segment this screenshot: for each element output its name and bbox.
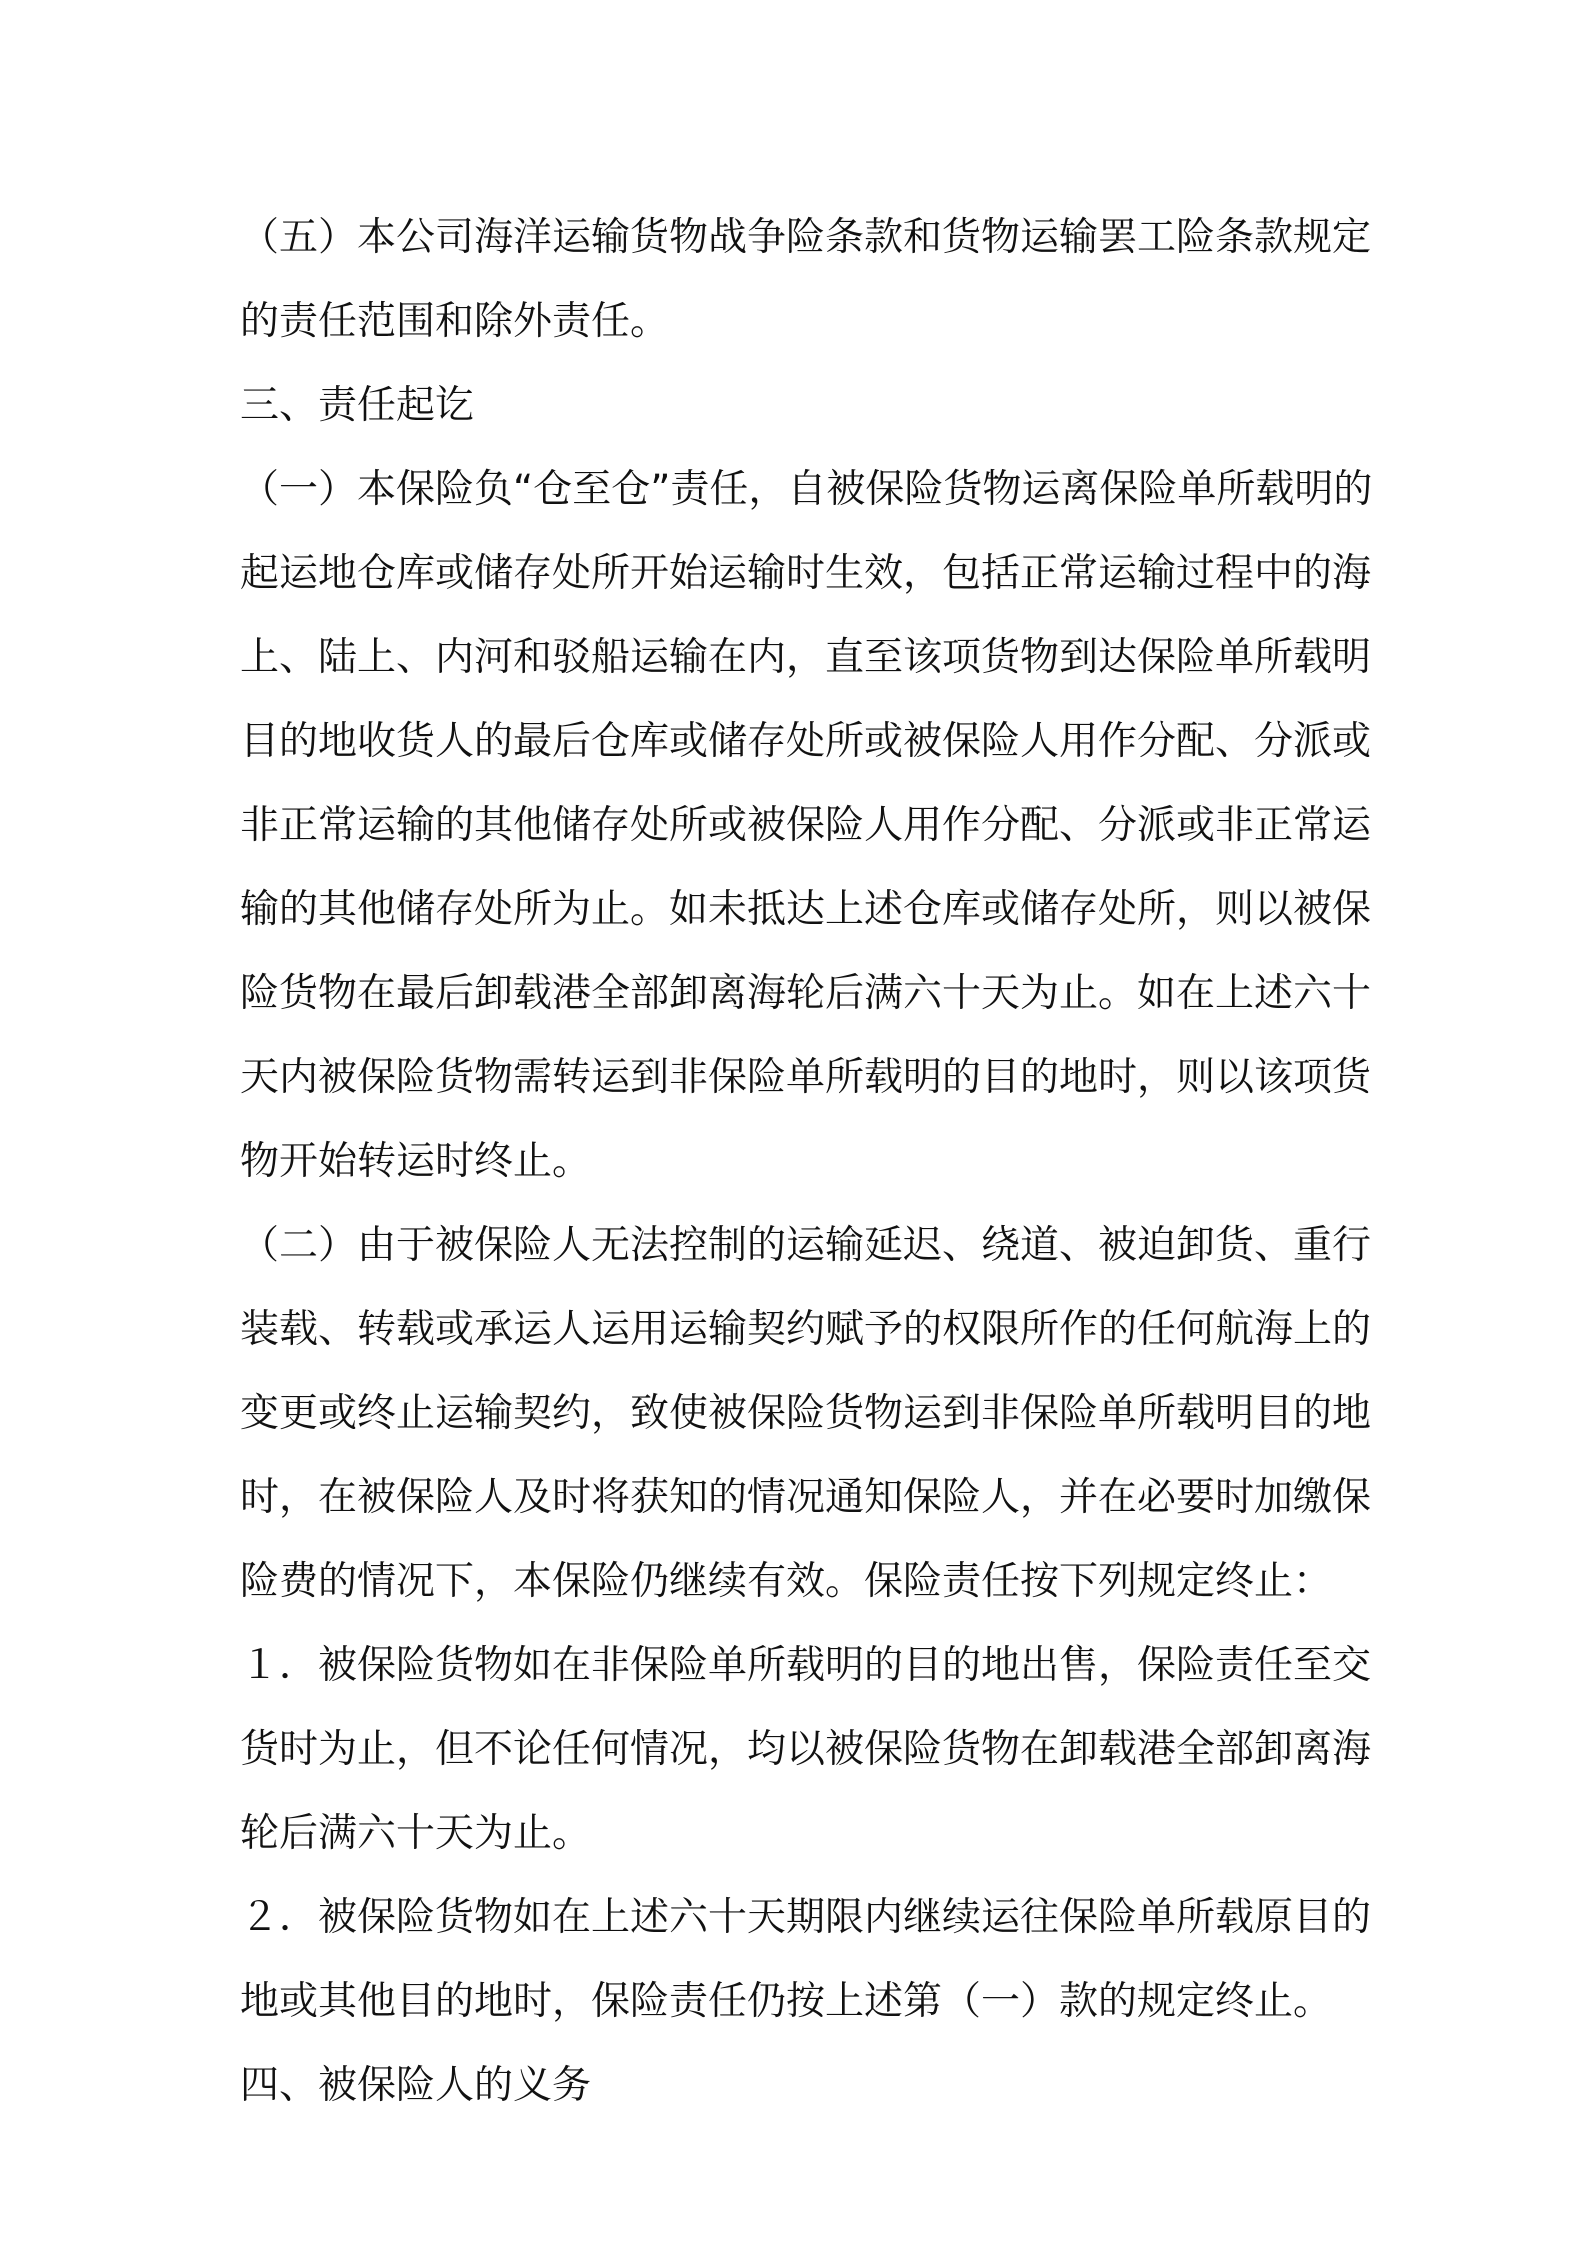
paragraph-delay-deviation: （二）由于被保险人无法控制的运输延迟、绕道、被迫卸货、重行装载、转载或承运人运用运输契约赋予的权限所作的任何航海上的变更或终止运输契约，致使被保险货物运到非保险单所载明目的地时，在被保险人及时将获知的情况通知保险人，并在必要时加缴保险费的情况下，本保险仍继续有效。保险责任按下列规定终止： [240,1223,1372,1604]
document-body [240,196,1380,2128]
paragraph-item-1-sale: １．被保险货物如在非保险单所载明的目的地出售，保险责任至交货时为止，但不论任何情况，均以被保险货物在卸载港全部卸离海轮后满六十天为止。 [240,1643,1372,1856]
section-heading-duration: 三、责任起讫 [240,383,475,428]
paragraph-war-strike-clause: （五）本公司海洋运输货物战争险条款和货物运输罢工险条款规定的责任范围和除外责任。 [240,215,1372,344]
paragraph-warehouse-to-warehouse: （一）本保险负“仓至仓”责任，自被保险货物运离保险单所载明的起运地仓库或储存处所开始运输时生效，包括正常运输过程中的海上、陆上、内河和驳船运输在内，直至该项货物到达保险单所载明目的地收货人的最后仓库或储存处所或被保险人用作分配、分派或非正常运输的其他储存处所或被保险人用作分配、分派或非正常运输的其他储存处所为止。如未抵达上述仓库或储存处所，则以被保险货物在最后卸载港全部卸离海轮后满六十天为止。如在上述六十天内被保险货物需转运到非保险单所载明的目的地时，则以该项货物开始转运时终止。 [240,467,1373,1184]
paragraph-item-2-forwarding: ２．被保险货物如在上述六十天期限内继续运往保险单所载原目的地或其他目的地时，保险责任仍按上述第（一）款的规定终止。四、被保险人的义务 [240,1895,1372,2108]
